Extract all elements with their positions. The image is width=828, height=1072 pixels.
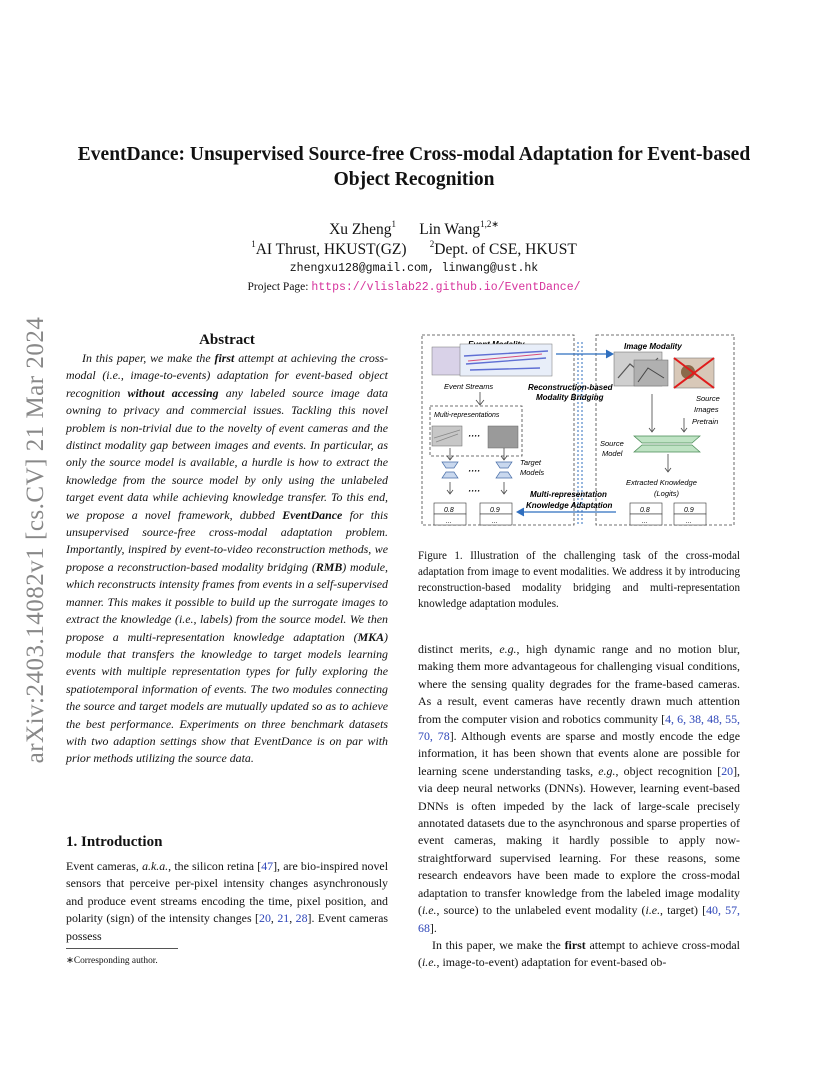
target-models-label-2: Models: [520, 468, 545, 477]
affiliation-2: Dept. of CSE, HKUST: [434, 241, 577, 258]
abstract-heading: Abstract: [199, 332, 255, 348]
intro-body-right: distinct merits, e.g., high dynamic range and no motion blur, making them more advantageous for challenging visual conditions, where the sensing quality degrades for the frame-based cameras. As a result, event cameras have recently drawn much attention from the computer vision and robotics community [4, 6, 38, 48, 55, 70, 78]. Although events are sparse and mostly encode the edge information, it has been shown that events alone are possible for learning scene understanding tasks, e.g., object recognition [20], via deep neural networks (DNNs). However, learning event-based DNNs is often impeded by the lack of large-scale precisely annotated datasets due to the asynchronous and sparse properties of event cameras, making it hardly possible to apply now-straightforward supervised learning. For these reasons, some research endeavors have been made to explore the cross-modal adaptation to transfer knowledge from the labeled image modality (i.e., source) to the unlabeled event modality (i.e., target) [40, 57, 68]. In this paper, we make the first attempt to achieve cross-modal (i.e., image-to-event) adaptation for event-based ob-: [418, 642, 741, 970]
rmb-label-2: Modality Bridging: [536, 393, 604, 402]
svg-text:····: ····: [468, 466, 480, 476]
citation-link[interactable]: 21: [277, 911, 290, 926]
event-streams-label: Event Streams: [444, 382, 494, 391]
svg-text:...: ...: [686, 518, 692, 525]
project-page: [60, 281, 768, 294]
affil-1-sup: 1: [251, 239, 256, 249]
figure-caption: Figure 1. Illustration of the challenging task of the cross-modal adaptation from image to event modalities. We address it by introducing reconstruction-based modality bridging and multi-representation knowledge adaptation modules.: [418, 550, 740, 610]
svg-text:...: ...: [642, 518, 648, 525]
figure-1-diagram: [420, 334, 738, 528]
svg-text:0.9: 0.9: [684, 507, 694, 514]
svg-text:...: ...: [446, 518, 452, 525]
source-model-label-1: Source: [600, 439, 624, 448]
author-names: [60, 220, 768, 240]
svg-text:0.8: 0.8: [444, 507, 454, 514]
citation-link[interactable]: 20: [259, 911, 271, 926]
representation-a: [432, 426, 462, 446]
source-images-label-2: Images: [694, 405, 719, 414]
extracted-knowledge-label-2: (Logits): [654, 489, 680, 498]
affiliations: [60, 240, 768, 260]
source-images-label-3: Pretrain: [692, 417, 719, 426]
svg-text:····: ····: [468, 486, 480, 496]
project-label: Project Page:: [247, 281, 312, 293]
paper-title: [60, 142, 768, 192]
citation-link[interactable]: 40, 57, 68: [418, 903, 740, 935]
source-images-label-1: Source: [696, 394, 720, 403]
svg-text:0.8: 0.8: [640, 507, 650, 514]
arxiv-stamp: arXiv:2403.14082v1 [cs.CV] 21 Mar 2024: [22, 316, 49, 764]
footnote-rule: [66, 948, 178, 949]
representation-b: [488, 426, 518, 448]
citation-link[interactable]: 4, 6, 38, 48, 55, 70, 78: [418, 711, 740, 744]
target-logits-boxes: [434, 503, 512, 525]
title-line-2: Object Recognition: [333, 169, 495, 190]
intro-heading: 1. Introduction: [66, 834, 163, 850]
target-models-label-1: Target: [520, 458, 541, 467]
citation-link[interactable]: 20: [721, 763, 734, 778]
mka-label-2: Knowledge Adaptation: [526, 501, 613, 510]
image-modality-label: Image Modality: [624, 342, 682, 351]
event-stream-image: [432, 344, 552, 376]
intro-body: Event cameras, a.k.a., the silicon retina [47], are bio-inspired novel sensors that perceive per-pixel intensity changes asynchronously and produce event streams encoding the time, pixel position, and polarity (sign) of the intensity changes [20, 21, 28]. Event cameras possess: [66, 859, 389, 943]
source-logits-boxes: [630, 503, 706, 525]
source-images-crossed: [674, 358, 714, 388]
author-2-sup: 1,2∗: [480, 219, 499, 229]
author-emails: zhengxu128@gmail.com, linwang@ust.hk: [289, 262, 539, 275]
source-model-shape: [634, 436, 700, 452]
affiliation-1: AI Thrust, HKUST(GZ): [255, 241, 407, 258]
abstract-body: In this paper, we make the first attempt at achieving the cross-modal (i.e., image-to-events) adaptation for event-based object recognition without accessing any labeled source image data owning to privacy and commercial issues. Tackling this novel problem is non-trivial due to the novelty of event cameras and the distinct modality gap between images and events. In particular, as only the source model is available, a hurdle is how to extract the knowledge from the source model by only using the unlabeled target event data while achieving knowledge transfer. To this end, we propose a novel framework, dubbed EventDance for this unsupervised source-free cross-modal adaptation problem. Importantly, inspired by event-to-video reconstruction methods, we propose a reconstruction-based modality bridging (RMB) module, which reconstructs intensity frames from events in a self-supervised manner. This makes it possible to build up the surrogate images to extract the knowledge (i.e., labels) from the source model. We then propose a multi-representation knowledge adaptation (MKA) module that transfers the knowledge to target models learning events with multiple representation types for fully exploring the spatiotemporal information of events. The two modules connecting the source and target models are mutually updated so as to achieve the best performance. Experiments on three benchmark datasets with two adaption settings show that EventDance is on par with prior methods utilizing the source data.: [66, 351, 388, 766]
author-1-sup: 1: [391, 219, 396, 229]
author-block: [60, 220, 768, 260]
multi-reps-label: Multi-representations: [434, 412, 500, 419]
source-model-label-2: Model: [602, 449, 623, 458]
mka-label-1: Multi-representation: [530, 490, 607, 499]
affil-2-sup: 2: [429, 239, 435, 249]
author-1: Xu Zheng: [329, 221, 392, 238]
project-url-link[interactable]: https://vlislab22.github.io/EventDance/: [311, 281, 581, 294]
extracted-knowledge-label-1: Extracted Knowledge: [626, 478, 697, 487]
citation-link[interactable]: 47: [261, 859, 274, 873]
svg-text:...: ...: [492, 518, 498, 525]
citation-link[interactable]: 28: [295, 911, 308, 926]
svg-text:0.9: 0.9: [490, 507, 500, 514]
rmb-label-1: Reconstruction-based: [528, 383, 613, 392]
reconstructed-images: [614, 352, 668, 386]
svg-text:····: ····: [468, 431, 480, 441]
footnote: ∗Corresponding author.: [66, 956, 158, 966]
title-line-1: EventDance: Unsupervised Source-free Cross-modal Adaptation for Event-based: [77, 144, 751, 165]
author-2: Lin Wang: [419, 221, 481, 238]
